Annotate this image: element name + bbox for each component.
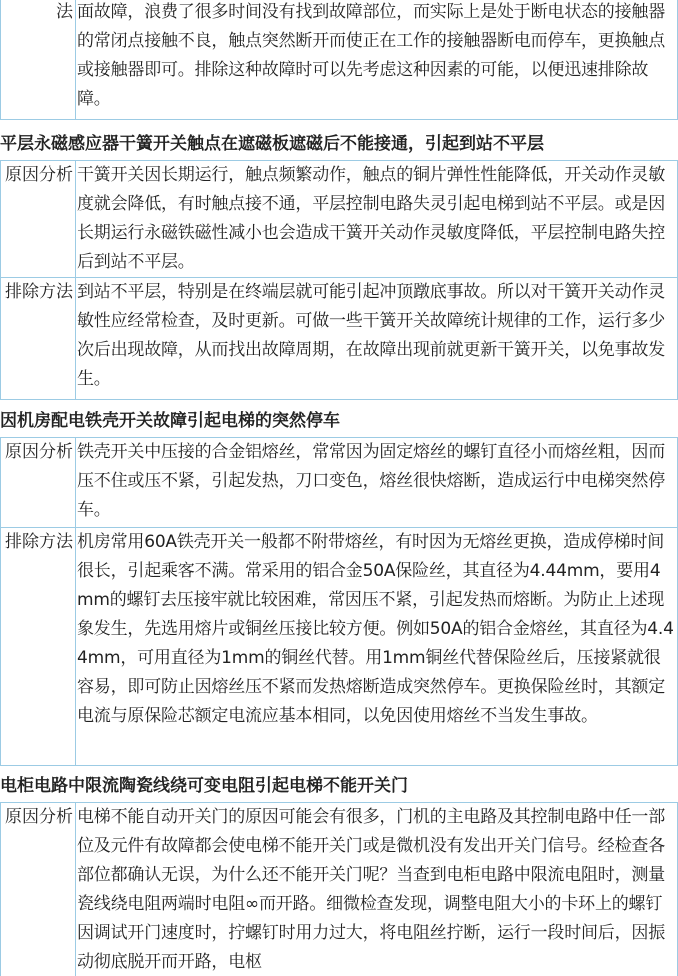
section-table-block xyxy=(0,160,678,400)
row-text: 机房常用60A铁壳开关一般都不附带熔丝，有时因为无熔丝更换，造成停梯时间很长，引起乘客不满。常采用的铝合金50A保险丝，其直径为4.44mm，要用4mm的螺钉去压接牢就比较困难，常因压不紧，引起发热而熔断。为防止上述现象发生，先选用熔片或铜丝压接比较方便。例如50A的铝合金熔丝，其直径为4.44mm，可用直径为1mm的铜丝代替。用1mm铜丝代替保险丝后，压接紧就很容易，即可防止因熔丝压不紧而发热熔断造成突然停车。更换保险丝时，其额定电流与原保险芯额定电流应基本相同，以免因使用熔丝不当发生事故。 xyxy=(76,528,678,766)
table-row xyxy=(1,161,678,278)
row-label: 法 xyxy=(1,0,76,120)
row-text: 铁壳开关中压接的合金铝熔丝，常常因为固定熔丝的螺钉直径小而熔丝粗，因而压不住或压不紧，引起发热，刀口变色，熔丝很快熔断，造成运行中电梯突然停车。 xyxy=(76,438,678,528)
row-text: 到站不平层，特别是在终端层就可能引起冲顶蹾底事故。所以对干簧开关动作灵敏性应经常检查，及时更新。可做一些干簧开关故障统计规律的工作，运行多少次后出现故障，从而找出故障周期，在故障出现前就更新干簧开关，以免事故发生。 xyxy=(76,278,678,400)
section-heading: 电柜电路中限流陶瓷线绕可变电阻引起电梯不能开关门 xyxy=(0,776,408,796)
table-row xyxy=(1,803,678,976)
row-text: 电梯不能自动开关门的原因可能会有很多，门机的主电路及其控制电路中任一部位及元件有故障都会使电梯不能开关门或是微机没有发出开关门信号。经检查各部位都确认无误，为什么还不能开关门呢？当查到电柜电路中限流电阻时，测量瓷线绕电阻两端时电阻∞而开路。细微检查发现，调整电阻大小的卡环上的螺钉因调试开门速度时，拧螺钉时用力过大，将电阻丝拧断，运行一段时间后，因振动彻底脱开而开路，电枢 xyxy=(76,803,678,976)
section-table-block xyxy=(0,437,678,766)
section-continued xyxy=(0,0,678,120)
table-row xyxy=(1,438,678,528)
section-heading: 平层永磁感应器干簧开关触点在遮磁板遮磁后不能接通，引起到站不平层 xyxy=(0,134,544,154)
fault-table xyxy=(0,160,678,400)
row-label: 原因分析 xyxy=(1,161,76,278)
row-label: 排除方法 xyxy=(1,528,76,766)
table-row xyxy=(1,0,678,120)
section-table-block xyxy=(0,802,678,976)
section-heading: 因机房配电铁壳开关故障引起电梯的突然停车 xyxy=(0,411,340,431)
row-label: 原因分析 xyxy=(1,803,76,976)
row-label: 排除方法 xyxy=(1,278,76,400)
table-row xyxy=(1,528,678,766)
row-text: 干簧开关因长期运行，触点频繁动作，触点的铜片弹性性能降低，开关动作灵敏度就会降低，有时触点接不通，平层控制电路失灵引起电梯到站不平层。或是因长期运行永磁铁磁性减小也会造成干簧开关动作灵敏度降低，平层控制电路失控后到站不平层。 xyxy=(76,161,678,278)
fault-table xyxy=(0,802,678,976)
fault-table xyxy=(0,437,678,766)
table-row xyxy=(1,278,678,400)
row-label: 原因分析 xyxy=(1,438,76,528)
row-text: 面故障，浪费了很多时间没有找到故障部位，而实际上是处于断电状态的接触器的常闭点接触不良，触点突然断开而使正在工作的接触器断电而停车，更换触点或接触器即可。排除这种故障时可以先考虑这种因素的可能，以便迅速排除故障。 xyxy=(76,0,678,120)
fault-table xyxy=(0,0,678,120)
